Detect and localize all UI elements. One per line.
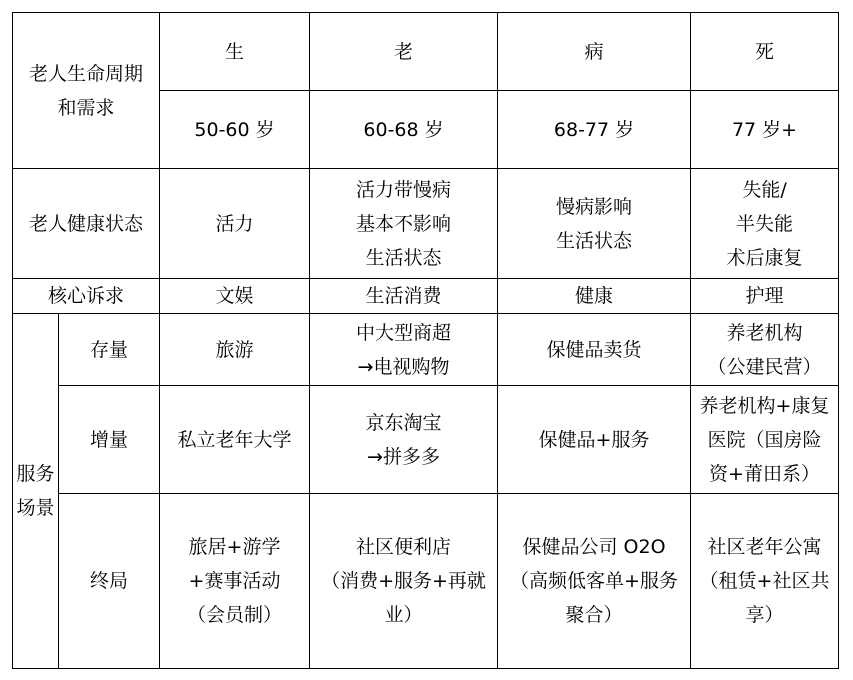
cell-line: 保健品卖货	[546, 338, 642, 361]
cell-line: 失能/	[742, 178, 787, 201]
core-needs-label-cell: 核心诉求	[13, 279, 160, 314]
core-need-cell: 生活消费	[310, 279, 498, 314]
cell-line: （消费+服务+再就	[321, 570, 486, 592]
stage-row	[13, 13, 839, 91]
health-row	[13, 169, 839, 279]
cell-line: 业）	[384, 604, 423, 626]
cell-line: 保健品+服务	[538, 428, 650, 451]
cell-line: 享）	[745, 604, 784, 626]
cell-line: （公建民营）	[707, 355, 822, 378]
health-cell	[498, 169, 691, 279]
cell-line: 养老机构	[726, 321, 803, 344]
core-need-cell: 健康	[498, 279, 691, 314]
service-cell	[160, 494, 310, 669]
service-cell	[310, 314, 498, 386]
age-cell: 50-60 岁	[160, 91, 310, 169]
cell-line: 社区便利店	[356, 536, 452, 558]
health-cell	[691, 169, 839, 279]
cell-line: 基本不影响	[356, 212, 452, 235]
cell-line: 活力带慢病	[356, 178, 452, 201]
cell-line: 社区老年公寓	[707, 536, 822, 558]
lifecycle-header-line: 老人生命周期	[29, 62, 144, 85]
cell-line: →电视购物	[357, 355, 450, 378]
age-cell: 60-68 岁	[310, 91, 498, 169]
service-cell	[691, 314, 839, 386]
service-cell	[498, 314, 691, 386]
lifecycle-table	[12, 12, 839, 669]
service-row-increment	[13, 386, 839, 494]
core-need-cell: 护理	[691, 279, 839, 314]
core-need-cell: 文娱	[160, 279, 310, 314]
cell-line: 生活状态	[556, 229, 633, 252]
cell-line: 保健品公司 O2O	[522, 536, 666, 558]
service-cell	[160, 386, 310, 494]
age-cell: 77 岁+	[691, 91, 839, 169]
lifecycle-header-cell	[13, 13, 160, 169]
stage-cell: 老	[310, 13, 498, 91]
service-scene-label-cell	[13, 314, 59, 669]
service-label-line: 服务	[16, 463, 55, 485]
service-cell	[691, 386, 839, 494]
service-cell	[160, 314, 310, 386]
service-row-label: 终局	[59, 494, 160, 669]
cell-line: 京东淘宝	[365, 411, 442, 434]
health-cell	[160, 169, 310, 279]
age-cell: 68-77 岁	[498, 91, 691, 169]
stage-cell: 死	[691, 13, 839, 91]
service-row-label: 存量	[59, 314, 160, 386]
stage-cell: 病	[498, 13, 691, 91]
service-row-endgame	[13, 494, 839, 669]
cell-line: 活力	[215, 212, 254, 235]
cell-line: 养老机构+康复	[699, 394, 830, 417]
cell-line: （高频低客单+服务	[510, 570, 678, 592]
service-cell	[691, 494, 839, 669]
cell-line: 旅居+游学	[188, 536, 281, 558]
cell-line: 聚合）	[565, 604, 623, 626]
cell-line: 慢病影响	[556, 195, 633, 218]
cell-line: +赛事活动	[188, 570, 281, 592]
health-label-cell: 老人健康状态	[13, 169, 160, 279]
cell-line: 资+莆田系）	[709, 462, 820, 485]
service-cell	[310, 494, 498, 669]
cell-line: →拼多多	[367, 445, 440, 468]
cell-line: 生活状态	[365, 246, 442, 269]
cell-line: （租赁+社区共	[699, 570, 830, 592]
cell-line: 私立老年大学	[177, 428, 292, 451]
service-cell	[310, 386, 498, 494]
health-cell	[310, 169, 498, 279]
cell-line: （会员制）	[187, 604, 283, 626]
service-label-line: 场景	[16, 497, 55, 519]
core-needs-row	[13, 279, 839, 314]
cell-line: 旅游	[215, 338, 254, 361]
cell-line: 医院（国房险	[707, 428, 822, 451]
service-cell	[498, 386, 691, 494]
cell-line: 中大型商超	[356, 321, 452, 344]
cell-line: 半失能	[736, 212, 794, 235]
service-cell	[498, 494, 691, 669]
cell-line: 术后康复	[726, 246, 803, 269]
lifecycle-header-line: 和需求	[57, 96, 115, 119]
service-row-stock	[13, 314, 839, 386]
stage-cell: 生	[160, 13, 310, 91]
service-row-label: 增量	[59, 386, 160, 494]
